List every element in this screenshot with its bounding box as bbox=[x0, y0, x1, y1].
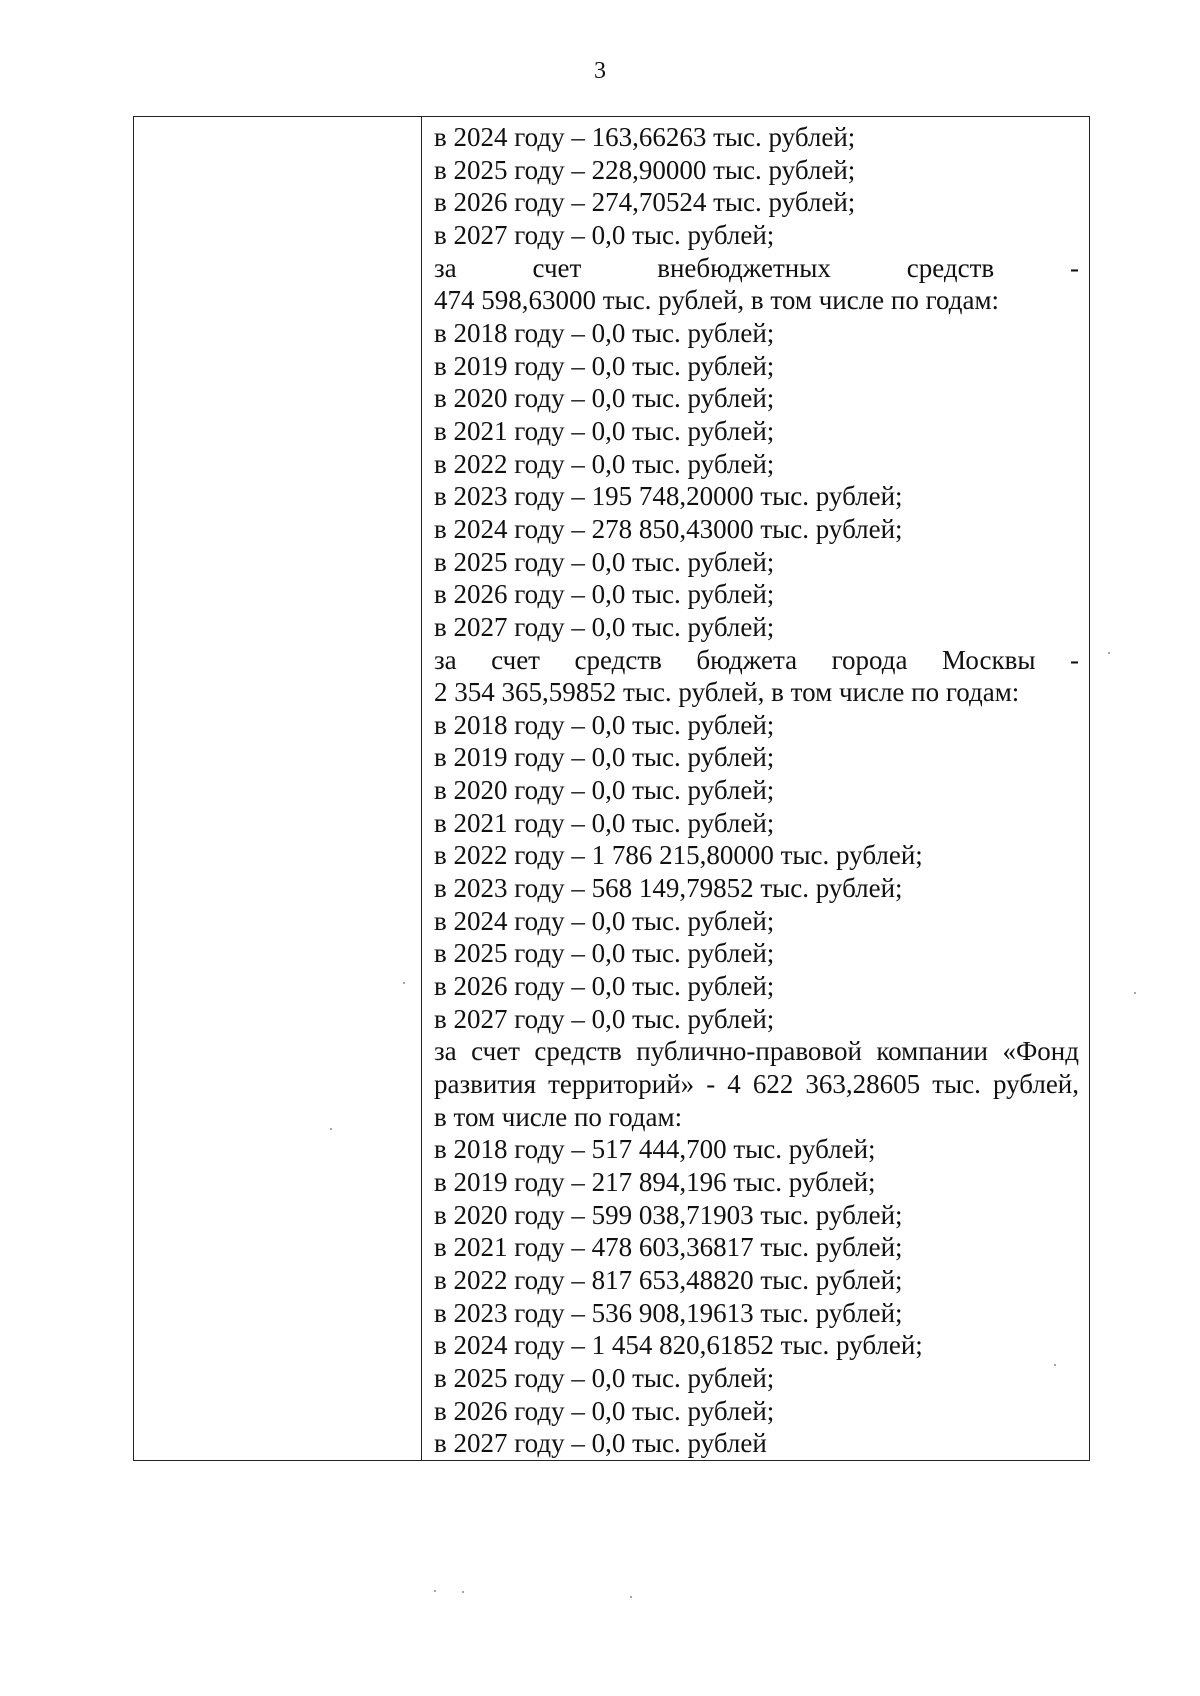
text-line: за счет внебюджетных средств - bbox=[434, 252, 1079, 283]
text-line: в 2020 году – 0,0 тыс. рублей; bbox=[434, 383, 775, 414]
text-line: в 2023 году – 195 748,20000 тыс. рублей; bbox=[434, 481, 903, 512]
text-line: в 2018 году – 0,0 тыс. рублей; bbox=[434, 317, 775, 348]
text-line: в 2027 году – 0,0 тыс. рублей bbox=[434, 1428, 767, 1459]
text-line: в 2024 году – 1 454 820,61852 тыс. рублей; bbox=[434, 1330, 923, 1361]
scan-speck bbox=[1054, 1364, 1056, 1366]
financing-table bbox=[133, 116, 1090, 1461]
text-line: в 2025 году – 0,0 тыс. рублей; bbox=[434, 546, 775, 577]
text-line: в 2026 году – 0,0 тыс. рублей; bbox=[434, 971, 775, 1002]
text-line: в 2023 году – 568 149,79852 тыс. рублей; bbox=[434, 873, 903, 904]
text-line: 2 354 365,59852 тыс. рублей, в том числе по годам: bbox=[434, 677, 1020, 708]
table-row bbox=[134, 117, 1090, 1461]
text-line: в 2027 году – 0,0 тыс. рублей; bbox=[434, 1003, 775, 1034]
text-line: за счет средств публично-правовой компании «Фонд bbox=[434, 1036, 1079, 1067]
text-line: развития территорий» - 4 622 363,28605 тыс. рублей, bbox=[434, 1069, 1079, 1100]
financing-text-block bbox=[422, 117, 1089, 1460]
scan-speck bbox=[630, 1596, 632, 1598]
text-line: в 2019 году – 0,0 тыс. рублей; bbox=[434, 742, 775, 773]
text-line: в 2022 году – 1 786 215,80000 тыс. рублей; bbox=[434, 840, 923, 871]
scan-speck bbox=[403, 982, 405, 984]
text-line: в 2018 году – 517 444,700 тыс. рублей; bbox=[434, 1134, 876, 1165]
table-cell-right bbox=[422, 117, 1090, 1461]
text-line: в 2026 году – 0,0 тыс. рублей; bbox=[434, 579, 775, 610]
text-line: в том числе по годам: bbox=[434, 1101, 683, 1132]
scan-speck bbox=[434, 1590, 436, 1592]
scan-speck bbox=[330, 1128, 332, 1130]
text-line: в 2027 году – 0,0 тыс. рублей; bbox=[434, 611, 775, 642]
text-line: в 2019 году – 217 894,196 тыс. рублей; bbox=[434, 1167, 876, 1197]
text-line: в 2025 году – 0,0 тыс. рублей; bbox=[434, 1362, 775, 1393]
text-line: в 2027 году – 0,0 тыс. рублей; bbox=[434, 219, 775, 250]
text-line: в 2020 году – 599 038,71903 тыс. рублей; bbox=[434, 1199, 903, 1230]
text-line: за счет средств бюджета города Москвы - bbox=[434, 644, 1079, 675]
text-line: в 2018 году – 0,0 тыс. рублей; bbox=[434, 709, 775, 740]
text-line: в 2026 году – 0,0 тыс. рублей; bbox=[434, 1395, 775, 1426]
text-line: в 2020 году – 0,0 тыс. рублей; bbox=[434, 775, 775, 806]
text-line: в 2024 году – 0,0 тыс. рублей; bbox=[434, 905, 775, 936]
text-line: в 2025 году – 228,90000 тыс. рублей; bbox=[434, 154, 856, 185]
text-line: в 2019 году – 0,0 тыс. рублей; bbox=[434, 350, 775, 381]
text-line: в 2024 году – 278 850,43000 тыс. рублей; bbox=[434, 513, 903, 544]
text-line: в 2022 году – 0,0 тыс. рублей; bbox=[434, 448, 775, 479]
text-line: в 2022 году – 817 653,48820 тыс. рублей; bbox=[434, 1264, 903, 1295]
text-line: в 2026 году – 274,70524 тыс. рублей; bbox=[434, 187, 856, 218]
text-line: в 2021 году – 478 603,36817 тыс. рублей; bbox=[434, 1232, 903, 1263]
text-line: в 2021 году – 0,0 тыс. рублей; bbox=[434, 415, 775, 446]
text-line: в 2025 году – 0,0 тыс. рублей; bbox=[434, 938, 775, 969]
text-line: в 2024 году – 163,66263 тыс. рублей; bbox=[434, 122, 856, 152]
page-number: 3 bbox=[594, 58, 606, 84]
table-cell-left bbox=[134, 117, 422, 1461]
scan-speck bbox=[1108, 652, 1110, 654]
text-line: в 2023 году – 536 908,19613 тыс. рублей; bbox=[434, 1297, 903, 1328]
scan-speck bbox=[462, 1591, 464, 1593]
text-line: 474 598,63000 тыс. рублей, в том числе по годам: bbox=[434, 285, 1000, 316]
scan-speck bbox=[1134, 992, 1136, 994]
text-line: в 2021 году – 0,0 тыс. рублей; bbox=[434, 807, 775, 838]
